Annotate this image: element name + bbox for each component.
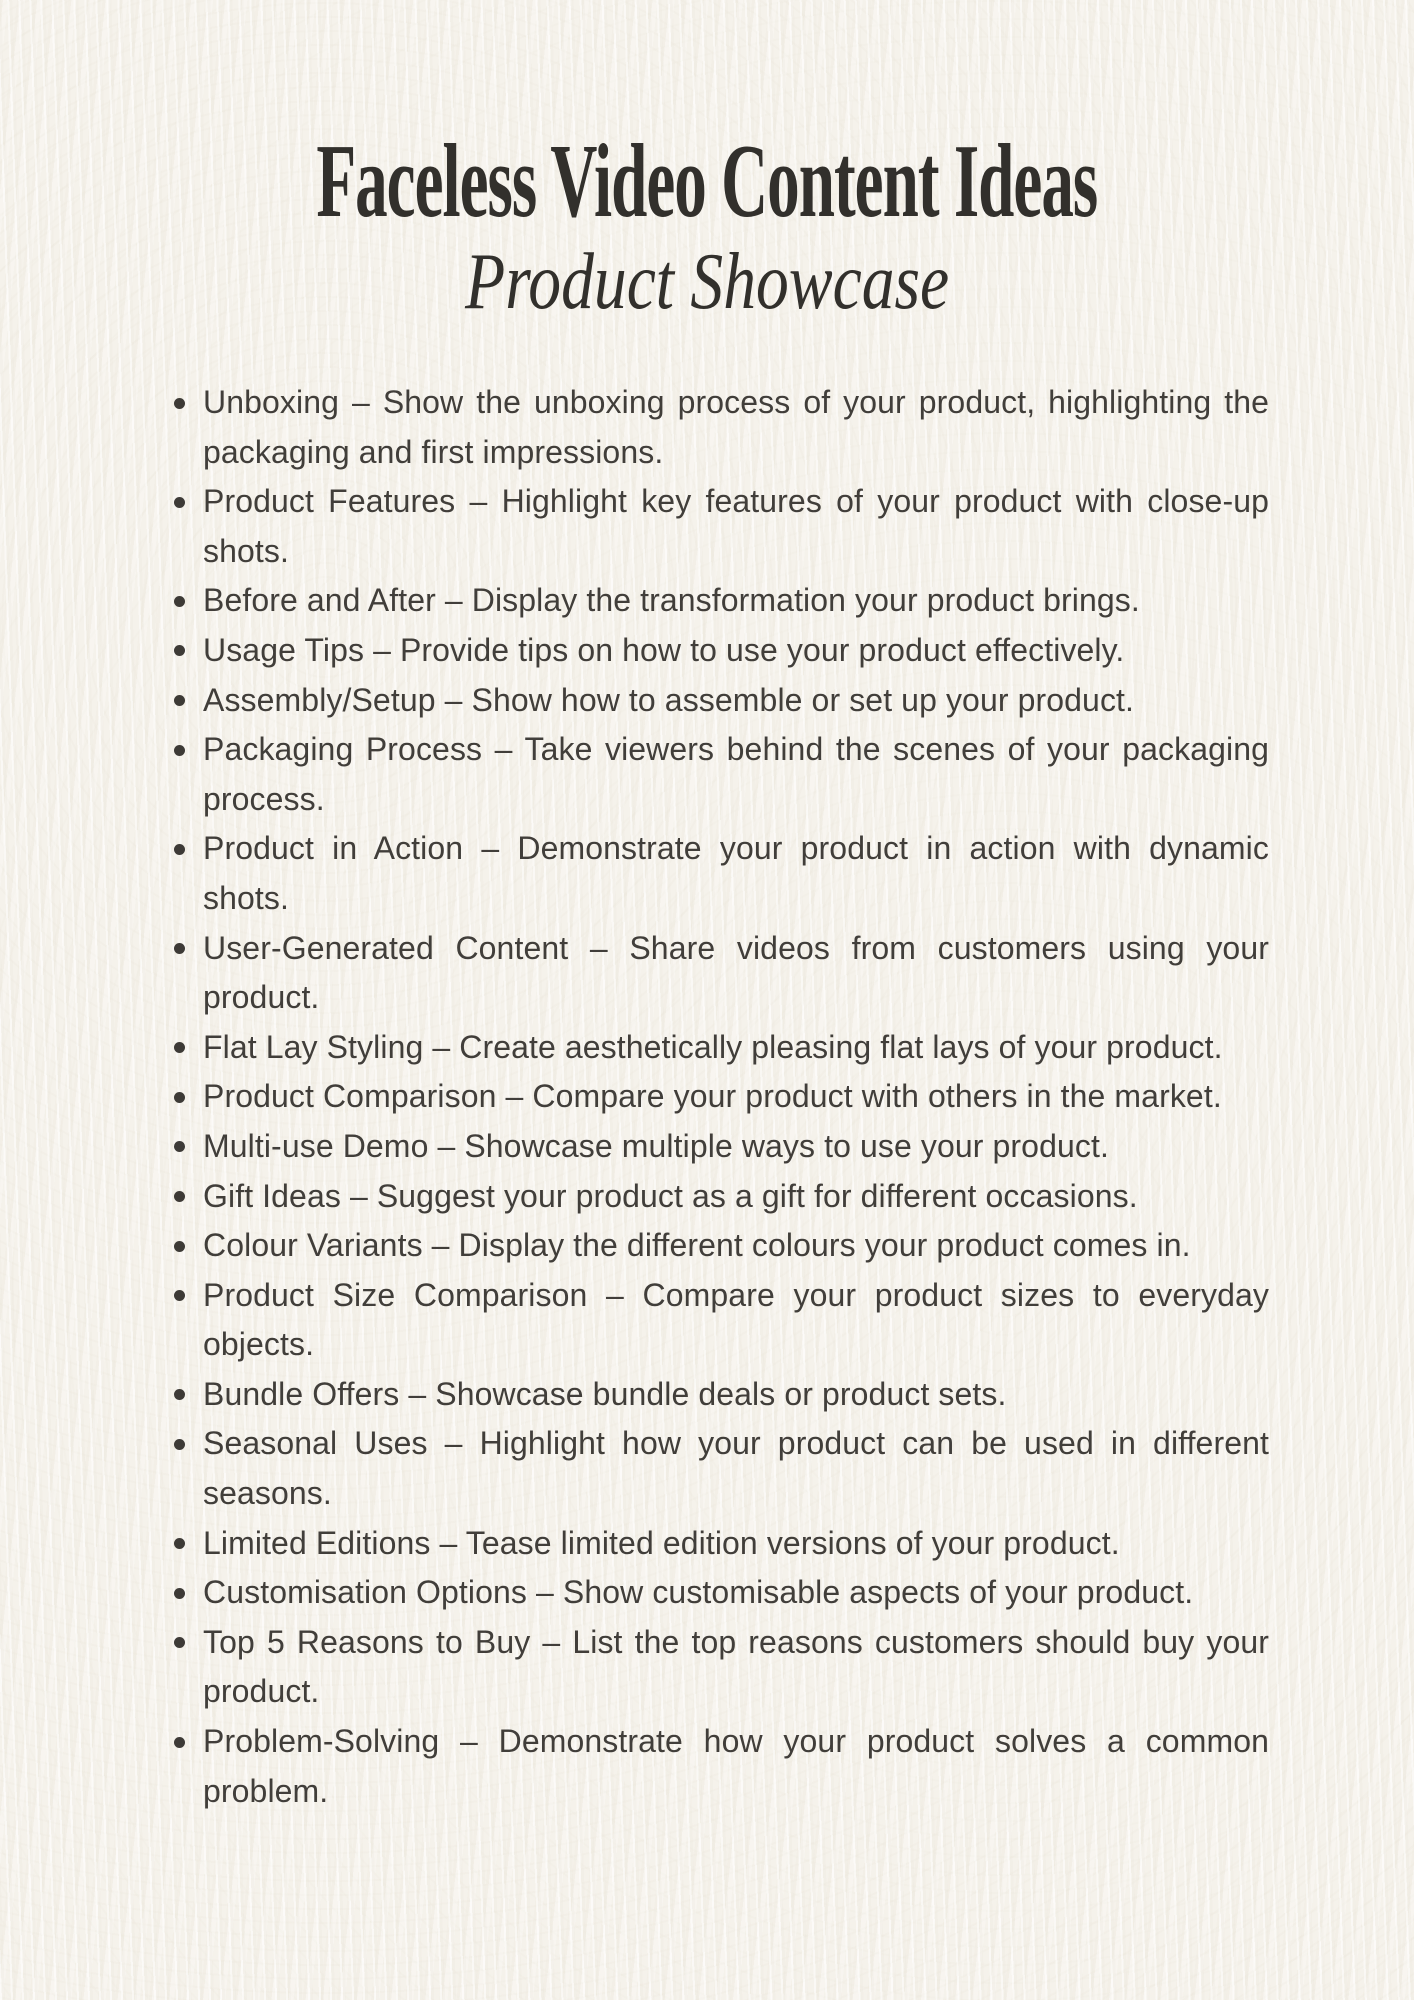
- list-item: Product in Action – Demonstrate your product in action with dynamic shots.: [203, 824, 1269, 923]
- list-item: Assembly/Setup – Show how to assemble or set up your product.: [203, 676, 1269, 726]
- list-item: Colour Variants – Display the different colours your product comes in.: [203, 1221, 1269, 1271]
- list-item: Gift Ideas – Suggest your product as a gift for different occasions.: [203, 1172, 1269, 1222]
- list-item: Product Size Comparison – Compare your product sizes to everyday objects.: [203, 1271, 1269, 1370]
- list-item: Flat Lay Styling – Create aesthetically pleasing flat lays of your product.: [203, 1023, 1269, 1073]
- list-item: Multi-use Demo – Showcase multiple ways to use your product.: [203, 1122, 1269, 1172]
- page-title-text: Faceless Video Content Ideas: [316, 122, 1098, 239]
- list-item: Usage Tips – Provide tips on how to use your product effectively.: [203, 626, 1269, 676]
- list-item: Seasonal Uses – Highlight how your product can be used in different seasons.: [203, 1419, 1269, 1518]
- content-ideas-list: [203, 378, 1269, 1816]
- page-subtitle-text: Product Showcase: [464, 238, 950, 326]
- page-title: [0, 122, 1414, 239]
- page-subtitle: [0, 238, 1414, 326]
- list-item: Limited Editions – Tease limited edition versions of your product.: [203, 1519, 1269, 1569]
- list-item: Bundle Offers – Showcase bundle deals or product sets.: [203, 1370, 1269, 1420]
- list-item: User-Generated Content – Share videos from customers using your product.: [203, 924, 1269, 1023]
- list-item: Problem-Solving – Demonstrate how your product solves a common problem.: [203, 1717, 1269, 1816]
- list-item: Customisation Options – Show customisable aspects of your product.: [203, 1568, 1269, 1618]
- list-item: Packaging Process – Take viewers behind the scenes of your packaging process.: [203, 725, 1269, 824]
- list-item: Product Comparison – Compare your product with others in the market.: [203, 1072, 1269, 1122]
- list-item: Product Features – Highlight key features of your product with close-up shots.: [203, 477, 1269, 576]
- list-item: Top 5 Reasons to Buy – List the top reasons customers should buy your product.: [203, 1618, 1269, 1717]
- list-item: Before and After – Display the transformation your product brings.: [203, 576, 1269, 626]
- list-item: Unboxing – Show the unboxing process of your product, highlighting the packaging and first impressions.: [203, 378, 1269, 477]
